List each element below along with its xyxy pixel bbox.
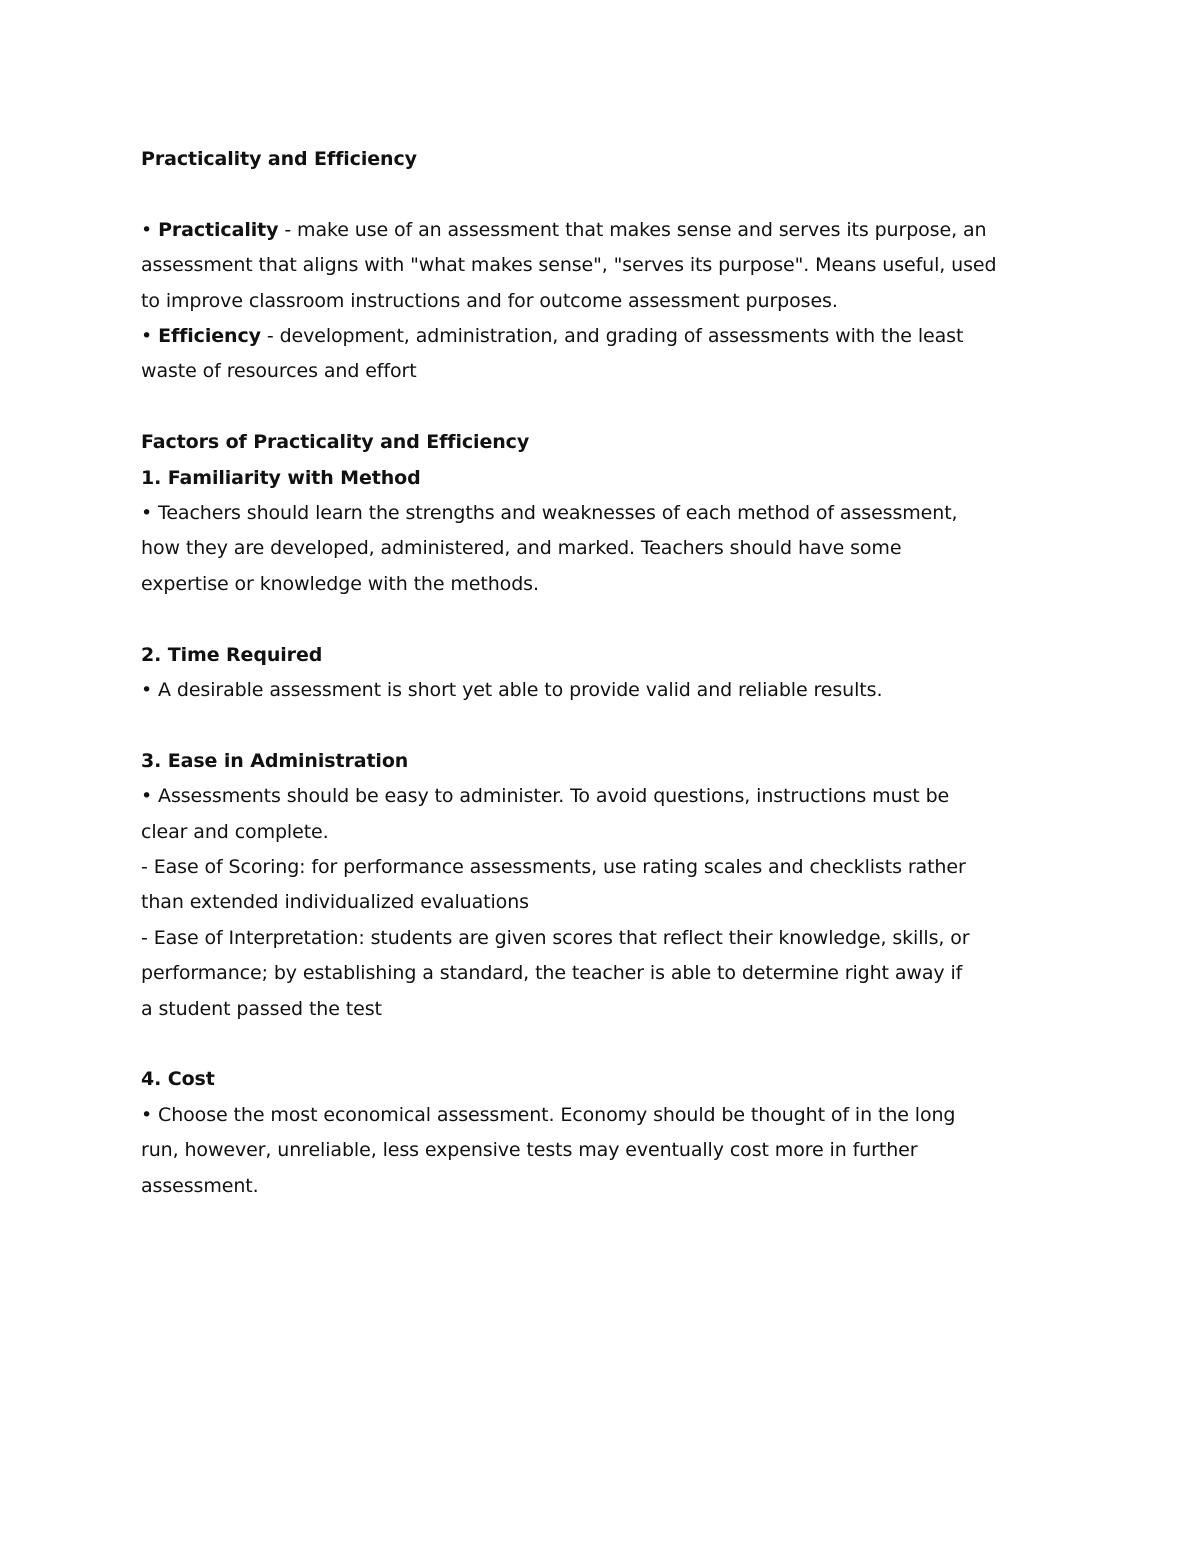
document-title: Practicality and Efficiency	[141, 148, 417, 170]
factor-text: - Ease of Scoring: for performance assessments, use rating scales and checklists rather	[141, 856, 966, 879]
factor-text: • Assessments should be easy to administer. To avoid questions, instructions must be	[141, 785, 950, 808]
factor-time-required	[141, 638, 1061, 709]
factor-text: run, however, unreliable, less expensive tests may eventually cost more in further	[141, 1139, 918, 1162]
definition-text: to improve classroom instructions and for outcome assessment purposes.	[141, 289, 838, 312]
factor-heading: 1. Familiarity with Method	[141, 466, 421, 489]
factor-text: performance; by establishing a standard, the teacher is able to determine right away if	[141, 962, 963, 985]
spacer	[141, 177, 1061, 212]
factor-heading: 2. Time Required	[141, 643, 323, 666]
factor-text: expertise or knowledge with the methods.	[141, 572, 539, 595]
factor-text: assessment.	[141, 1174, 259, 1197]
document-page	[141, 142, 1061, 1204]
definition-term: Practicality	[158, 218, 279, 241]
spacer	[141, 390, 1061, 425]
definition-efficiency	[141, 319, 1061, 390]
factor-text: • Choose the most economical assessment. Economy should be thought of in the long	[141, 1103, 956, 1126]
factor-heading: 3. Ease in Administration	[141, 749, 409, 772]
factor-text: • A desirable assessment is short yet able to provide valid and reliable results.	[141, 679, 883, 702]
spacer	[141, 602, 1061, 637]
factor-text: than extended individualized evaluations	[141, 891, 529, 914]
factor-text: a student passed the test	[141, 997, 382, 1020]
definition-text: - make use of an assessment that makes sense and serves its purpose, an	[278, 218, 987, 241]
definition-line	[141, 213, 1061, 248]
definition-text: waste of resources and effort	[141, 360, 417, 383]
bullet: •	[141, 218, 153, 241]
bullet: •	[141, 325, 153, 348]
factor-text: - Ease of Interpretation: students are given scores that reflect their knowledge, skills, or	[141, 926, 970, 949]
definition-text: - development, administration, and grading of assessments with the least	[260, 325, 964, 348]
factor-familiarity	[141, 461, 1061, 603]
definition-text: assessment that aligns with "what makes sense", "serves its purpose". Means useful, used	[141, 254, 997, 277]
definition-practicality	[141, 213, 1061, 319]
factor-text: clear and complete.	[141, 820, 329, 843]
spacer	[141, 708, 1061, 743]
factor-heading: 4. Cost	[141, 1068, 215, 1091]
spacer	[141, 1027, 1061, 1062]
factor-text: • Teachers should learn the strengths and weaknesses of each method of assessment,	[141, 502, 958, 525]
factor-text: how they are developed, administered, and marked. Teachers should have some	[141, 537, 902, 560]
definition-line	[141, 319, 1061, 354]
factors-heading: Factors of Practicality and Efficiency	[141, 431, 530, 454]
factor-ease-in-administration	[141, 744, 1061, 1027]
definition-term: Efficiency	[158, 325, 261, 348]
factor-cost	[141, 1062, 1061, 1204]
